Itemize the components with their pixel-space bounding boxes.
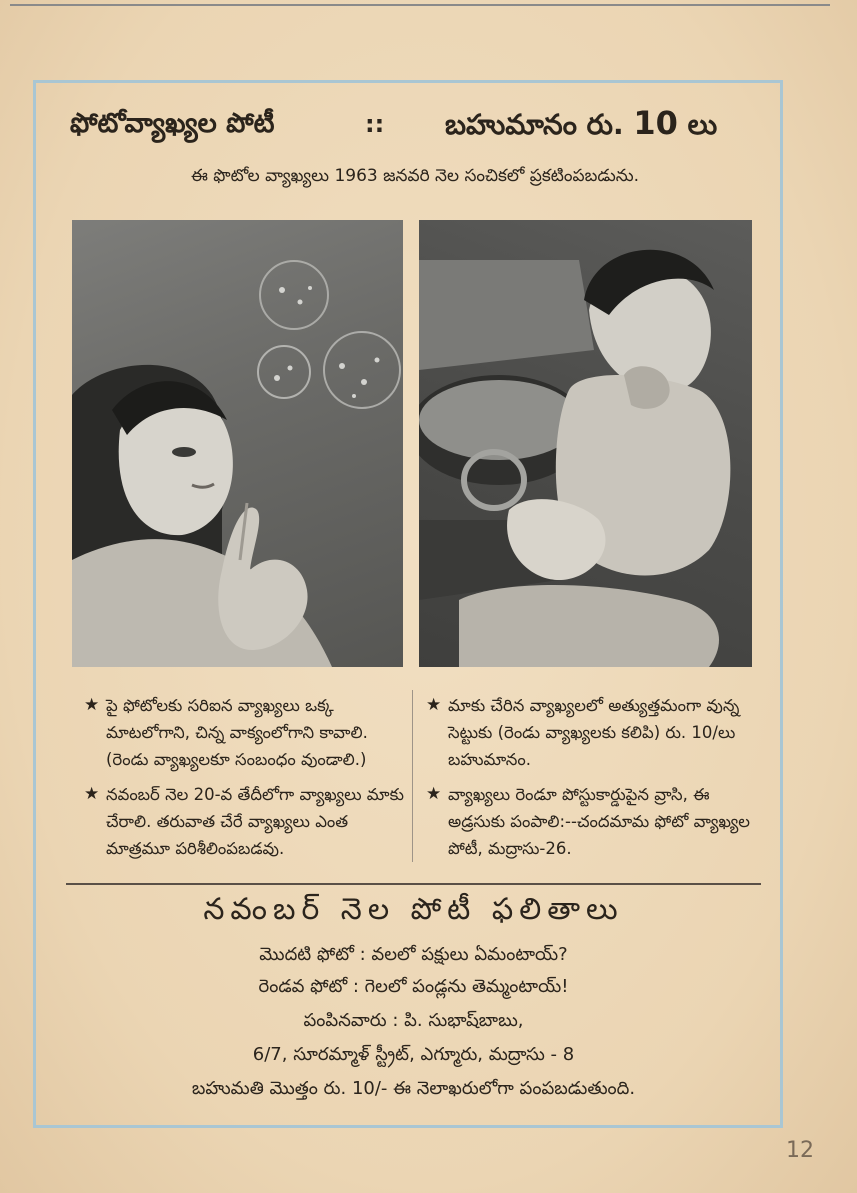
photo-baby-bowl (419, 220, 752, 667)
rule-item (426, 692, 771, 773)
rules-left-column (84, 692, 409, 870)
rule-text: మాకు చేరిన వ్యాఖ్యలలో అత్యుత్తమంగా వున్న సెట్టుకు (రెండు వ్యాఖ్యలకు కలిపి) రు. 10/లు బహుమానం. (448, 696, 740, 769)
column-divider (412, 690, 413, 862)
result-prize-note: బహుమతి మొత్తం రు. 10/- ఈ నెలాఖరులోగా పంపబడుతుంది. (191, 1078, 636, 1099)
top-edge-line (10, 4, 830, 6)
result-first-photo: మొదటి ఫోటో : వలలో పక్షులు ఏమంటాయ్? (259, 944, 568, 965)
rules-right-column (426, 692, 771, 870)
results-title: నవంబర్ నెల పోటీ ఫలితాలు (203, 892, 624, 927)
star-icon: ★ (426, 695, 442, 715)
star-icon: ★ (426, 784, 442, 804)
girl-bubbles-illustration (72, 220, 403, 667)
prize-label: బహుమానం రు. (445, 108, 624, 141)
rule-text: పై ఫోటోలకు సరిఐన వ్యాఖ్యలు ఒక్క మాటలోగాని, చిన్న వాక్యంలోగాని కావాలి. (రెండు వ్యాఖ్యలకూ సంబంధం వుండాలి.) (106, 696, 368, 769)
star-icon: ★ (84, 695, 100, 715)
prize-suffix: లు (687, 108, 718, 141)
star-icon: ★ (84, 784, 100, 804)
announcement-subtitle: ఈ ఫొటోల వ్యాఖ్యలు 1963 జనవరి నెల సంచికలో ప్రకటింపబడును. (190, 166, 640, 186)
contest-header (70, 104, 760, 154)
rule-item (84, 781, 409, 862)
header-separator: :: (365, 110, 385, 138)
page-number: 12 (786, 1138, 814, 1163)
result-second-photo: రెండవ ఫోటో : గెలలో పండ్లను తెమ్మంటాయ్! (258, 976, 569, 997)
rule-item (84, 692, 409, 773)
rule-item (426, 781, 771, 862)
result-address: 6/7, సూరమ్మాళ్ స్ట్రీట్, ఎగ్మూరు, మద్రాసు - 8 (252, 1044, 575, 1065)
prize-amount: 10 (633, 104, 678, 142)
result-sender: పంపినవారు : పి. సుభాష్‌బాబు, (303, 1010, 524, 1031)
baby-bowl-illustration (419, 220, 752, 667)
section-divider (66, 883, 761, 885)
photo-girl-bubbles (72, 220, 403, 667)
prize-heading (445, 104, 717, 148)
rule-text: నవంబర్ నెల 20-వ తేదీలోగా వ్యాఖ్యలు మాకు చేరాలి. తరువాత చేరే వ్యాఖ్యలు ఎంత మాత్రమూ పరిశీలింపబడవు. (106, 785, 404, 858)
rule-text: వ్యాఖ్యలు రెండూ పోస్టుకార్డుపైన వ్రాసి, ఈ అడ్రసుకు పంపాలి:--చందమామ ఫోటో వ్యాఖ్యల పోటీ, మద్రాసు-26. (448, 785, 750, 858)
contest-title: ఫోటోవ్యాఖ్యల పోటీ (70, 108, 275, 139)
